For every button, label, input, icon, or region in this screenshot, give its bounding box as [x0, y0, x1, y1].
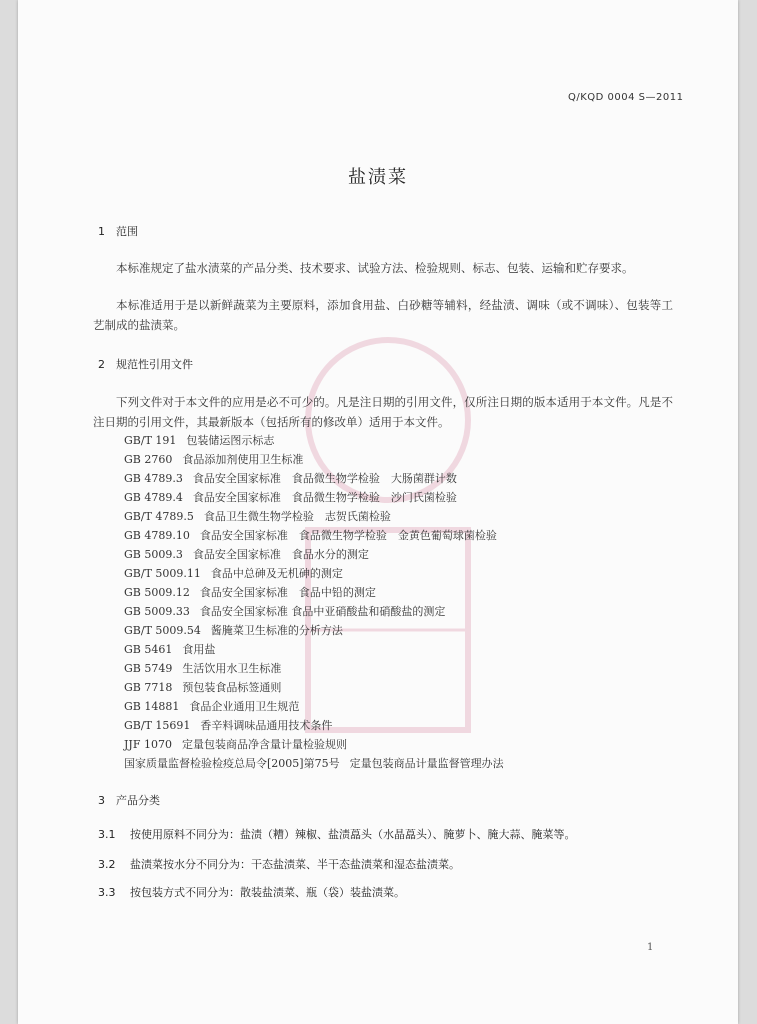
reference-item — [124, 507, 504, 526]
reference-item — [124, 602, 504, 621]
reference-title: 香辛料调味品通用技术条件 — [200, 719, 333, 732]
document-title: 盐渍菜 — [348, 167, 408, 188]
reference-item — [124, 659, 504, 678]
item-text: 按包装方式不同分为：散装盐渍菜、瓶（袋）装盐渍菜。 — [130, 886, 405, 899]
reference-item — [124, 716, 504, 735]
reference-code: GB/T 191 — [124, 434, 177, 447]
reference-title: 食品安全国家标准 食品微生物学检验 大肠菌群计数 — [192, 472, 457, 485]
item-number: 3.2 — [98, 858, 116, 871]
reference-title: 食品卫生微生物学检验 志贺氏菌检验 — [203, 510, 391, 523]
section-number: 1 — [98, 225, 105, 238]
reference-item — [124, 526, 504, 545]
reference-item — [124, 564, 504, 583]
reference-title: 食品安全国家标准 食品微生物学检验 金黄色葡萄球菌检验 — [199, 529, 497, 542]
classification-item — [98, 826, 576, 842]
reference-title: 食品安全国家标准 食品中铅的测定 — [199, 586, 376, 599]
section-heading-classification — [98, 792, 160, 808]
reference-item — [124, 469, 504, 488]
reference-title: 食品中总砷及无机砷的测定 — [210, 567, 343, 580]
item-number: 3.1 — [98, 828, 116, 841]
section-number: 2 — [98, 358, 105, 371]
scope-paragraph-1: 本标准规定了盐水渍菜的产品分类、技术要求、试验方法、检验规则、标志、包装、运输和贮存要求。 — [116, 261, 634, 275]
reference-title: 酱腌菜卫生标准的分析方法 — [210, 624, 343, 637]
reference-item — [124, 640, 504, 659]
reference-code: GB 14881 — [124, 700, 180, 713]
reference-code: GB 2760 — [124, 453, 173, 466]
reference-code: GB 4789.10 — [124, 529, 190, 542]
document-page — [18, 0, 738, 1024]
reference-title: 预包装食品标签通则 — [182, 681, 282, 694]
reference-title: 包装储运图示标志 — [186, 434, 275, 447]
reference-title: 定量包装商品净含量计量检验规则 — [181, 738, 347, 751]
reference-code: GB/T 5009.54 — [124, 624, 201, 637]
section-heading-scope — [98, 223, 138, 239]
section-title: 范围 — [116, 225, 138, 238]
reference-item — [124, 621, 504, 640]
document-code: Q/KQD 0004 S—2011 — [568, 92, 684, 103]
reference-code: GB 4789.4 — [124, 491, 183, 504]
reference-title: 食品安全国家标准 食品中亚硝酸盐和硝酸盐的测定 — [199, 605, 446, 618]
reference-code: 国家质量监督检验检疫总局令[2005]第75号 — [124, 757, 340, 770]
reference-code: GB/T 15691 — [124, 719, 191, 732]
reference-item — [124, 431, 504, 450]
reference-code: JJF 1070 — [124, 738, 172, 751]
reference-item — [124, 450, 504, 469]
reference-item — [124, 735, 504, 754]
reference-title: 定量包装商品计量监督管理办法 — [349, 757, 504, 770]
reference-code: GB 4789.3 — [124, 472, 183, 485]
item-text: 盐渍菜按水分不同分为：干态盐渍菜、半干态盐渍菜和湿态盐渍菜。 — [130, 858, 460, 871]
reference-code: GB 5009.12 — [124, 586, 190, 599]
reference-item — [124, 545, 504, 564]
reference-code: GB 5461 — [124, 643, 173, 656]
page-number: 1 — [647, 942, 654, 953]
reference-title: 食用盐 — [182, 643, 216, 656]
classification-item — [98, 884, 405, 900]
reference-title: 食品企业通用卫生规范 — [189, 700, 300, 713]
reference-item — [124, 678, 504, 697]
reference-item — [124, 754, 504, 773]
reference-title: 食品安全国家标准 食品水分的测定 — [192, 548, 369, 561]
reference-title: 食品添加剂使用卫生标准 — [182, 453, 304, 466]
reference-code: GB/T 5009.11 — [124, 567, 201, 580]
scope-paragraph-2: 本标准适用于是以新鲜蔬菜为主要原料，添加食用盐、白砂糖等辅料，经盐渍、调味（或不调味）、包装等工艺制成的盐渍菜。 — [93, 298, 673, 332]
reference-item — [124, 583, 504, 602]
reference-code: GB 5009.3 — [124, 548, 183, 561]
reference-title: 食品安全国家标准 食品微生物学检验 沙门氏菌检验 — [192, 491, 457, 504]
section-title: 产品分类 — [116, 794, 160, 807]
item-text: 按使用原料不同分为：盐渍（糟）辣椒、盐渍藠头（水晶藠头）、腌萝卜、腌大蒜、腌菜等。 — [130, 828, 576, 841]
reference-list — [124, 431, 504, 773]
reference-title: 生活饮用水卫生标准 — [182, 662, 282, 675]
reference-code: GB/T 4789.5 — [124, 510, 194, 523]
reference-item — [124, 697, 504, 716]
reference-code: GB 7718 — [124, 681, 173, 694]
section-title: 规范性引用文件 — [116, 358, 193, 371]
reference-code: GB 5749 — [124, 662, 173, 675]
reference-item — [124, 488, 504, 507]
refs-intro-paragraph: 下列文件对于本文件的应用是必不可少的。凡是注日期的引用文件，仅所注日期的版本适用于本文件。凡是不注日期的引用文件，其最新版本（包括所有的修改单）适用于本文件。 — [93, 395, 673, 429]
item-number: 3.3 — [98, 886, 116, 899]
classification-item — [98, 856, 460, 872]
section-heading-refs — [98, 356, 193, 372]
reference-code: GB 5009.33 — [124, 605, 190, 618]
section-number: 3 — [98, 794, 105, 807]
